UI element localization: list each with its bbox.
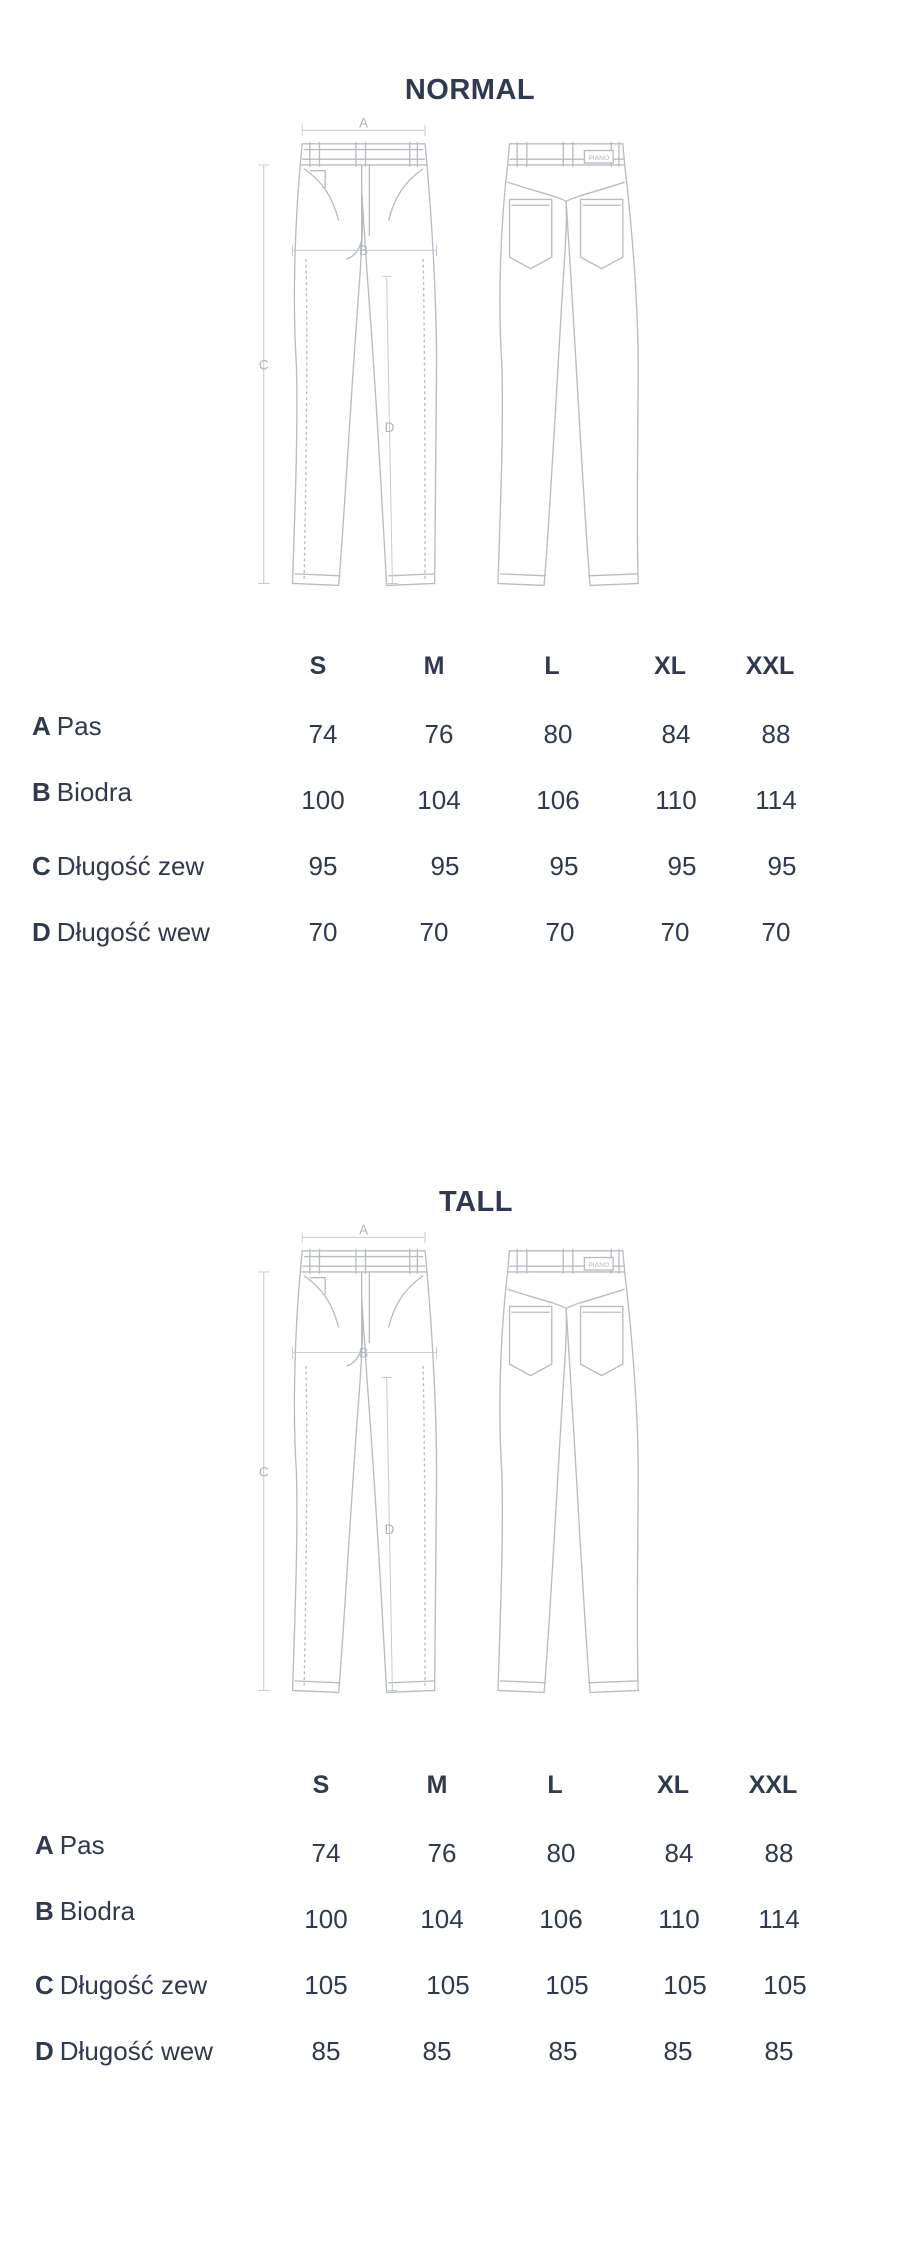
- table-cell: 85: [422, 2036, 452, 2066]
- row-name: Długość wew: [56, 917, 210, 947]
- table-cell: 70: [419, 917, 449, 947]
- size-header-xl: XL: [654, 652, 686, 680]
- table-cell: 85: [548, 2036, 578, 2066]
- size-header-s: S: [312, 1771, 330, 1799]
- dimension-label-c: C: [258, 357, 269, 373]
- size-header-l: L: [547, 1771, 563, 1799]
- table-cell: 106: [539, 1904, 583, 1934]
- table-cell: 114: [755, 785, 797, 815]
- section-title: NORMAL: [404, 74, 536, 106]
- row-label-waist: [35, 1830, 105, 1861]
- table-cell: 105: [763, 1970, 807, 2000]
- row-name: Pas: [59, 1830, 105, 1860]
- dimension-label-b: B: [359, 243, 369, 259]
- table-cell: 95: [549, 851, 579, 881]
- size-header-s: S: [309, 652, 327, 680]
- table-cell: 85: [663, 2036, 693, 2066]
- dimension-label-d: D: [384, 419, 395, 435]
- table-cell: 88: [764, 1838, 794, 1868]
- table-cell: 106: [536, 785, 580, 815]
- table-cell: 95: [430, 851, 460, 881]
- table-cell: 84: [661, 719, 691, 749]
- table-cell: 80: [546, 1838, 576, 1868]
- table-cell: 110: [658, 1904, 700, 1934]
- table-cell: 74: [311, 1838, 341, 1868]
- row-label-waist: [32, 711, 102, 742]
- row-letter: C: [35, 1970, 54, 2000]
- table-cell: 74: [308, 719, 338, 749]
- table-cell: 95: [767, 851, 797, 881]
- table-cell: 114: [758, 1904, 800, 1934]
- table-cell: 105: [545, 1970, 589, 2000]
- dimension-label-c: C: [258, 1464, 269, 1480]
- table-cell: 95: [667, 851, 697, 881]
- row-name: Biodra: [59, 1896, 135, 1926]
- size-header-m: M: [426, 1771, 448, 1799]
- table-cell: 80: [543, 719, 573, 749]
- table-cell: 70: [308, 917, 338, 947]
- dimension-label-b: B: [359, 1345, 369, 1361]
- table-cell: 105: [304, 1970, 348, 2000]
- row-letter: C: [32, 851, 51, 881]
- row-name: Długość wew: [59, 2036, 213, 2066]
- row-name: Pas: [56, 711, 102, 741]
- row-name: Biodra: [56, 777, 132, 807]
- size-header-xxl: XXL: [745, 652, 795, 680]
- table-cell: 104: [417, 785, 461, 815]
- dimension-label-a: A: [359, 115, 369, 131]
- table-cell: 85: [764, 2036, 794, 2066]
- table-cell: 105: [663, 1970, 707, 2000]
- table-cell: 76: [424, 719, 454, 749]
- jeans-illustration: [0, 115, 900, 595]
- brand-tag-label: PIANO: [588, 1262, 610, 1270]
- section-title: TALL: [439, 1186, 513, 1218]
- table-cell: 110: [655, 785, 697, 815]
- row-label-outer-length: [35, 1970, 207, 2001]
- jeans-illustration: [0, 1222, 900, 1702]
- row-letter: B: [35, 1896, 54, 1926]
- table-cell: 70: [660, 917, 690, 947]
- row-letter: D: [32, 917, 51, 947]
- row-letter: B: [32, 777, 51, 807]
- table-cell: 85: [311, 2036, 341, 2066]
- table-cell: 88: [761, 719, 791, 749]
- table-cell: 100: [304, 1904, 348, 1934]
- row-label-hips: [32, 777, 132, 808]
- table-cell: 76: [427, 1838, 457, 1868]
- table-cell: 70: [545, 917, 575, 947]
- size-header-m: M: [423, 652, 445, 680]
- table-cell: 84: [664, 1838, 694, 1868]
- table-cell: 95: [308, 851, 338, 881]
- row-label-hips: [35, 1896, 135, 1927]
- size-header-l: L: [544, 652, 560, 680]
- dimension-label-a: A: [359, 1222, 369, 1238]
- row-name: Długość zew: [59, 1970, 208, 2000]
- brand-tag-label: PIANO: [588, 155, 610, 163]
- row-letter: A: [32, 711, 51, 741]
- row-name: Długość zew: [56, 851, 205, 881]
- size-header-xl: XL: [657, 1771, 689, 1799]
- row-letter: A: [35, 1830, 54, 1860]
- table-cell: 105: [426, 1970, 470, 2000]
- table-cell: 70: [761, 917, 791, 947]
- table-cell: 104: [420, 1904, 464, 1934]
- row-label-inner-length: [35, 2036, 213, 2067]
- row-label-outer-length: [32, 851, 204, 882]
- size-header-xxl: XXL: [748, 1771, 798, 1799]
- dimension-label-d: D: [384, 1522, 395, 1537]
- row-label-inner-length: [32, 917, 210, 948]
- table-cell: 100: [301, 785, 345, 815]
- row-letter: D: [35, 2036, 54, 2066]
